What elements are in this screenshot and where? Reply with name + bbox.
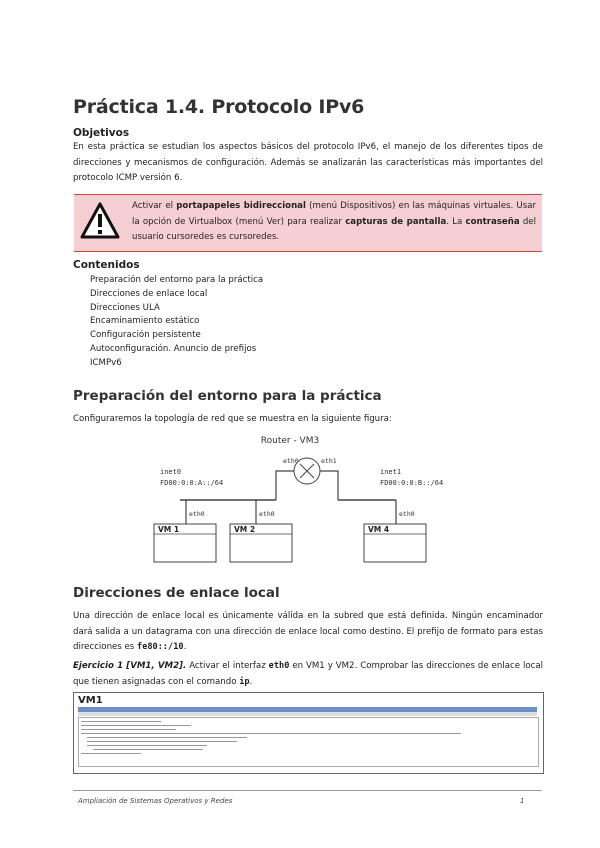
page-number: 1 xyxy=(520,797,525,805)
router-eth0-label: eth0 xyxy=(283,457,299,465)
warning-icon xyxy=(80,201,120,241)
window-menubar xyxy=(78,712,537,716)
preparacion-heading: Preparación del entorno para la práctica xyxy=(73,388,382,404)
screenshot-label: VM1 xyxy=(78,695,103,706)
warning-text: Activar el portapapeles bidireccional (menú Dispositivos) en las máquinas virtuales. Usar la opción de Virtualbox (menú Ver) para realizar capturas de pantalla. La contraseña del usuario cursoredes es cursoredes. xyxy=(132,201,536,242)
vm1-eth-label: eth0 xyxy=(189,510,205,518)
vm4-eth-label: eth0 xyxy=(399,510,415,518)
ejercicio-text: Ejercicio 1 [VM1, VM2]. Activar el interfaz eth0 en VM1 y VM2. Comprobar las direcciones de enlace local que tienen asignadas con el comando ip. xyxy=(73,661,543,687)
contents-item[interactable]: Preparación del entorno para la práctica xyxy=(90,275,264,285)
contenidos-heading: Contenidos xyxy=(73,259,140,271)
footer-rule xyxy=(73,790,542,791)
vm1-screenshot xyxy=(73,692,544,774)
vm4-label: VM 4 xyxy=(368,525,390,534)
page-title: Práctica 1.4. Protocolo IPv6 xyxy=(73,96,365,118)
contents-list xyxy=(90,274,263,371)
contents-item[interactable]: Direcciones de enlace local xyxy=(90,288,208,299)
vm2-label: VM 2 xyxy=(234,525,256,534)
footer-text: Ampliación de Sistemas Operativos y Redes xyxy=(78,797,233,805)
router-eth1-label: eth1 xyxy=(321,457,337,465)
contents-item[interactable]: Configuración persistente xyxy=(90,330,201,341)
terminal-area xyxy=(78,717,539,767)
router-label: Router - VM3 xyxy=(260,436,320,446)
contents-item[interactable]: ICMPv6 xyxy=(90,357,122,368)
enlace-text: Una dirección de enlace local es únicamente válida en la subred que está definida. Ningún encaminador dará salida a un datagrama con una dirección de enlace local como destino. El prefijo de formato para estas direcciones es fe80::/10. xyxy=(73,611,543,652)
contents-item[interactable]: Direcciones ULA xyxy=(90,302,160,313)
vm1-label: VM 1 xyxy=(158,525,180,534)
preparacion-text: Configuraremos la topología de red que se muestra en la siguiente figura: xyxy=(73,414,392,424)
inet1-prefix: FD00:0:0:B::/64 xyxy=(380,479,444,487)
vm2-eth-label: eth0 xyxy=(259,510,275,518)
contents-item[interactable]: Autoconfiguración. Anuncio de prefijos xyxy=(90,343,257,354)
objetivos-heading: Objetivos xyxy=(73,127,130,139)
objetivos-text: En esta práctica se estudian los aspectos básicos del protocolo IPv6, el manejo de los diferentes tipos de direcciones y mecanismos de configuración. Además se analizarán las características más importantes del protocolo ICMP versión 6. xyxy=(73,142,543,183)
enlace-heading: Direcciones de enlace local xyxy=(73,585,280,601)
inet0-prefix: FD00:0:0:A::/64 xyxy=(160,479,224,487)
inet1-label: inet1 xyxy=(380,468,402,476)
warning-box xyxy=(74,194,542,252)
inet0-label: inet0 xyxy=(160,468,182,476)
network-diagram xyxy=(140,432,460,572)
contents-item[interactable]: Encaminamiento estático xyxy=(90,316,200,327)
